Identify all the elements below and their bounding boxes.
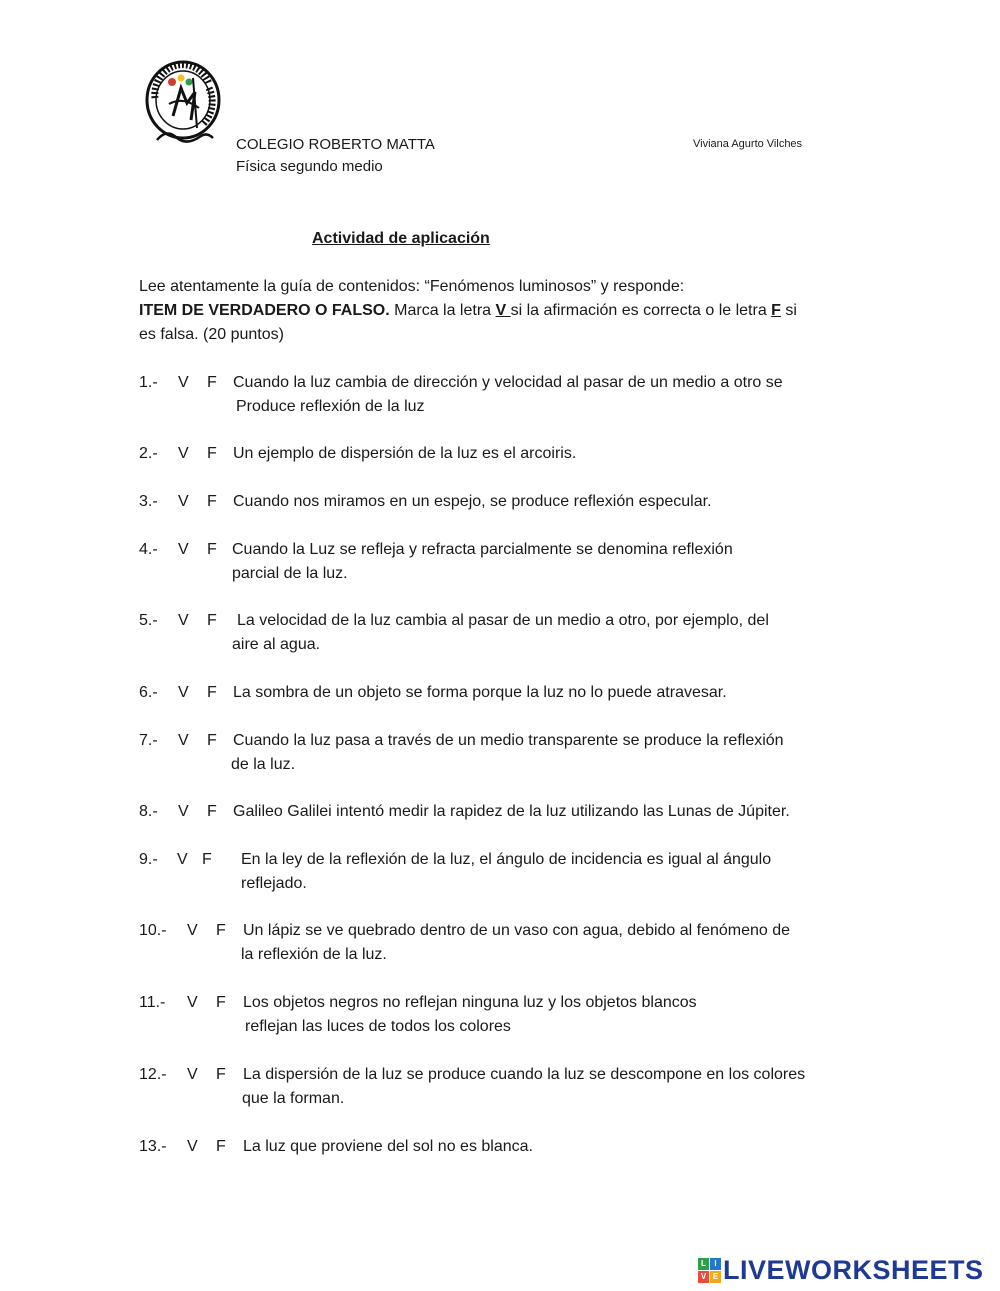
option-f[interactable]: F — [216, 922, 226, 939]
option-v[interactable]: V — [178, 684, 189, 701]
badge-letter: E — [710, 1271, 721, 1283]
question-number: 9.- — [139, 851, 158, 868]
option-v[interactable]: V — [178, 803, 189, 820]
question-text: Cuando la luz pasa a través de un medio transparente se produce la reflexión — [233, 732, 784, 749]
option-f[interactable]: F — [207, 612, 217, 629]
question-number: 3.- — [139, 493, 158, 510]
subject-name: Física segundo medio — [236, 158, 383, 175]
question-text-cont: Produce reflexión de la luz — [236, 398, 425, 415]
question-number: 2.- — [139, 445, 158, 462]
instructions — [139, 275, 859, 347]
question-text-cont: aire al agua. — [232, 636, 321, 653]
question-text: La sombra de un objeto se forma porque la luz no lo puede atravesar. — [233, 684, 727, 701]
letter-f: F — [771, 302, 781, 319]
question-text: La dispersión de la luz se produce cuando la luz se descompone en los colores — [243, 1066, 806, 1083]
option-v[interactable]: V — [187, 922, 198, 939]
question-text-cont: parcial de la luz. — [232, 565, 348, 582]
instructions-text-a: Marca la letra — [389, 302, 496, 319]
instructions-text-b: si la afirmación es correcta o le letra — [510, 302, 772, 319]
question-text: Un lápiz se ve quebrado dentro de un vaso con agua, debido al fenómeno de — [243, 922, 791, 939]
question-text: Cuando la luz cambia de dirección y velocidad al pasar de un medio a otro se — [233, 374, 783, 391]
question-text-cont: que la forman. — [242, 1090, 345, 1107]
question-text: La luz que proviene del sol no es blanca. — [243, 1138, 533, 1155]
option-v[interactable]: V — [178, 612, 189, 629]
school-info — [236, 134, 435, 178]
option-f[interactable]: F — [207, 374, 217, 391]
question-text: Los objetos negros no reflejan ninguna luz y los objetos blancos — [243, 994, 697, 1011]
question-number: 7.- — [139, 732, 158, 749]
option-v[interactable]: V — [187, 1066, 198, 1083]
option-v[interactable]: V — [178, 732, 189, 749]
option-f[interactable]: F — [207, 803, 217, 820]
instructions-line-1: Lee atentamente la guía de contenidos: “Fenómenos luminosos” y responde: — [139, 278, 685, 295]
question-number: 4.- — [139, 541, 158, 558]
option-f[interactable]: F — [207, 684, 217, 701]
option-v[interactable]: V — [178, 374, 189, 391]
option-v[interactable]: V — [178, 445, 189, 462]
question-text: La velocidad de la luz cambia al pasar de un medio a otro, por ejemplo, del — [237, 612, 769, 629]
option-f[interactable]: F — [207, 445, 217, 462]
badge-letter: I — [710, 1258, 721, 1270]
question-number: 5.- — [139, 612, 158, 629]
option-f[interactable]: F — [207, 732, 217, 749]
activity-title: Actividad de aplicación — [312, 230, 490, 247]
question-text: Cuando la Luz se refleja y refracta parcialmente se denomina reflexión — [232, 541, 733, 558]
question-number: 6.- — [139, 684, 158, 701]
badge-letter: L — [698, 1258, 709, 1270]
option-v[interactable]: V — [187, 1138, 198, 1155]
brand-badge-icon — [698, 1258, 720, 1282]
school-name: COLEGIO ROBERTO MATTA — [236, 136, 435, 153]
question-text: Galileo Galilei intentó medir la rapidez de la luz utilizando las Lunas de Júpiter. — [233, 803, 790, 820]
question-text-cont: la reflexión de la luz. — [241, 946, 387, 963]
option-f[interactable]: F — [207, 541, 217, 558]
letter-v: V — [495, 302, 511, 319]
option-f[interactable]: F — [216, 994, 226, 1011]
badge-letter: V — [698, 1271, 709, 1283]
brand-name: LIVEWORKSHEETS — [723, 1254, 984, 1285]
question-number: 12.- — [139, 1066, 167, 1083]
question-number: 8.- — [139, 803, 158, 820]
question-number: 1.- — [139, 374, 158, 391]
option-v[interactable]: V — [178, 541, 189, 558]
question-number: 11.- — [139, 994, 166, 1011]
question-number: 10.- — [139, 922, 167, 939]
option-v[interactable]: V — [187, 994, 198, 1011]
question-text-cont: reflejado. — [241, 875, 307, 892]
liveworksheets-brand — [698, 1255, 984, 1285]
option-v[interactable]: V — [178, 493, 189, 510]
school-logo — [143, 58, 225, 150]
question-text: En la ley de la reflexión de la luz, el ángulo de incidencia es igual al ángulo — [241, 851, 772, 868]
option-f[interactable]: F — [216, 1066, 226, 1083]
option-f[interactable]: F — [202, 851, 212, 868]
item-type-label: ITEM DE VERDADERO O FALSO. — [139, 302, 390, 319]
question-text: Un ejemplo de dispersión de la luz es el arcoiris. — [233, 445, 577, 462]
option-f[interactable]: F — [216, 1138, 226, 1155]
question-text-cont: de la luz. — [231, 756, 296, 773]
instructions-line-3: es falsa. (20 puntos) — [139, 326, 284, 343]
option-f[interactable]: F — [207, 493, 217, 510]
question-text-cont: reflejan las luces de todos los colores — [245, 1018, 511, 1035]
instructions-line-2 — [139, 299, 859, 323]
instructions-text-c: si — [780, 302, 797, 319]
teacher-name: Viviana Agurto Vilches — [693, 138, 803, 150]
question-text: Cuando nos miramos en un espejo, se produce reflexión especular. — [233, 493, 712, 510]
question-number: 13.- — [139, 1138, 167, 1155]
option-v[interactable]: V — [177, 851, 188, 868]
